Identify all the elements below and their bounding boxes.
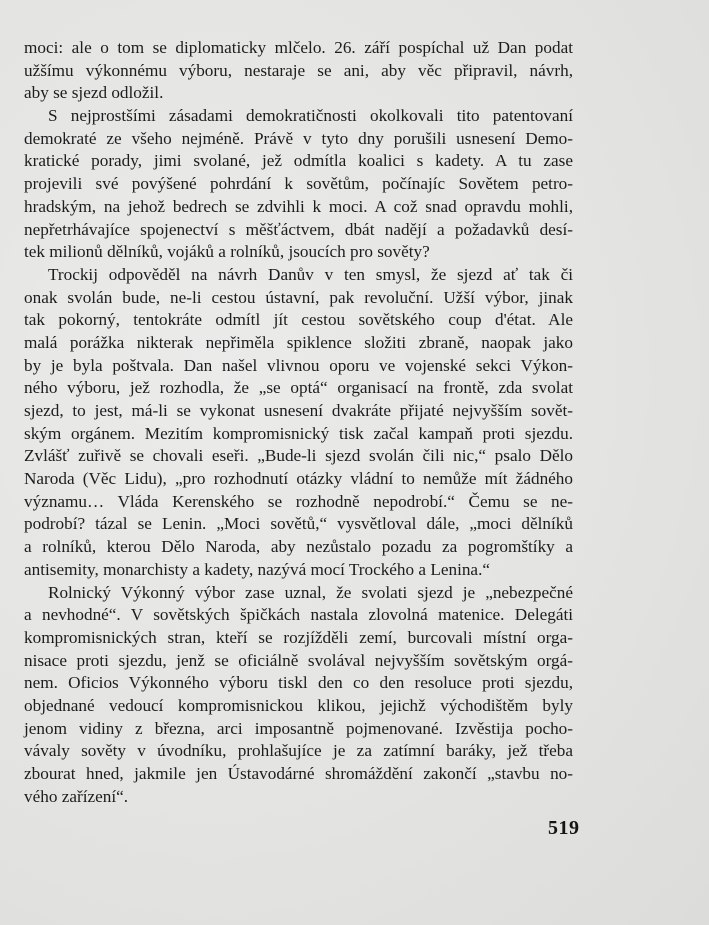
text-line: jenom vidiny z března, arci imposantně pojmenované. Izvěstija pocho-	[24, 718, 573, 738]
text-line: objednané vedoucí kompromisnickou klikou, jejichž východištěm byly	[24, 695, 573, 715]
paragraph	[24, 264, 573, 582]
text-line: S nejprostšími zásadami demokratičnosti okolkovali tito patentovaní	[48, 106, 573, 126]
text-line: vého zařízení“.	[24, 786, 129, 806]
text-line: vávaly sověty v úvodníku, prohlašujíce je za zatímní baráky, jež třeba	[24, 741, 573, 761]
text-line: a nevhodné“. V sovětských špičkách nastala zlovolná matenice. Delegáti	[24, 605, 573, 625]
text-line: tak pokorný, tentokráte odmítl jít cestou sovětského coup d'état. Ale	[24, 310, 573, 330]
text-line: sjezd, to jest, má-li se vykonat usnesení dvakráte přijaté nejvyšším sovět-	[24, 401, 573, 420]
text-line: a rolníků, kterou Dělo Naroda, aby nezůstalo pozadu za pogromštíky a	[24, 537, 573, 557]
text-line: by je byla poštvala. Dan našel vlivnou oporu ve vojenské sekci Výkon-	[24, 355, 573, 375]
text-line: nisace proti sjezdu, jenž se oficiálně svolával nejvyšším sovětským orgá-	[24, 650, 573, 670]
text-line: aby se sjezd odložil.	[24, 83, 164, 103]
text-line: užšímu výkonnému výboru, nestaraje se ani, aby věc připravil, návrh,	[24, 60, 573, 80]
text-line: kratické porady, jimi svolané, jež odmítla koalici s kadety. A tu zase	[24, 151, 573, 171]
text-line: zbourat hned, jakmile jen Ústavodárné shromáždění zakončí „stavbu no-	[24, 764, 573, 783]
text-line: Naroda (Věc Lidu), „pro rozhodnutí otázky vládní to nemůže mít žádného	[24, 469, 573, 489]
text-line: nem. Oficios Výkonného výboru tiskl den co den resoluce proti sjezdu,	[24, 673, 573, 693]
text-line: podrobí? tázal se Lenin. „Moci sovětů,“ vysvětloval dále, „moci dělníků	[24, 514, 573, 534]
text-line: projevili své povýšené pohrdání k sovětům, počínajíc Sovětem petro-	[24, 174, 573, 194]
text-line: Zvlášť zuřivě se chovali eseři. „Bude-li sjezd svolán čili nic,“ psalo Dělo	[24, 446, 573, 466]
text-line: významu… Vláda Kerenského se rozhodně nepodrobí.“ Čemu se ne-	[24, 491, 573, 511]
text-line: malá porážka nikterak nepřiměla spiklence složiti zbraně, naopak jako	[24, 332, 573, 352]
text-line: moci: ale o tom se diplomaticky mlčelo. 26. září pospíchal už Dan podat	[24, 38, 573, 57]
text-line: ským orgánem. Mezitím kompromisnický tisk začal kampaň proti sjezdu.	[24, 423, 573, 443]
text-line: demokraté ze všeho nejméně. Právě v tyto dny porušili usnesení Demo-	[24, 128, 573, 148]
text-line: ného výboru, jež rozhodla, že „se optá“ organisací na frontě, zda svolat	[24, 378, 573, 398]
page-number: 519	[548, 817, 580, 839]
body-text	[24, 37, 573, 808]
text-line: tek milionů dělníků, vojáků a rolníků, jsoucích pro sověty?	[24, 242, 430, 262]
text-line: kompromisnických stran, kteří se rozjížděli zemí, burcovali místní orga-	[24, 627, 573, 647]
paragraph	[24, 582, 573, 809]
text-line: Trockij odpověděl na návrh Danův v ten smysl, že sjezd ať tak či	[48, 264, 573, 284]
text-line: Rolnický Výkonný výbor zase uznal, že svolati sjezd je „nebezpečné	[48, 582, 573, 602]
paragraph	[24, 37, 573, 105]
paragraph	[24, 105, 573, 264]
text-line: onak svolán bude, ne-li cestou ústavní, pak revoluční. Užší výbor, jinak	[24, 287, 573, 307]
text-line: nepřetrhávajíce spojenectví s měšťáctvem, dbát nadějí a požadavků desí-	[24, 219, 573, 239]
text-line: antisemity, monarchisty a kadety, nazývá mocí Trockého a Lenina.“	[24, 559, 490, 579]
text-line: hradským, na jehož bedrech se zdvihli k moci. A což snad opravdu mohli,	[24, 196, 573, 216]
